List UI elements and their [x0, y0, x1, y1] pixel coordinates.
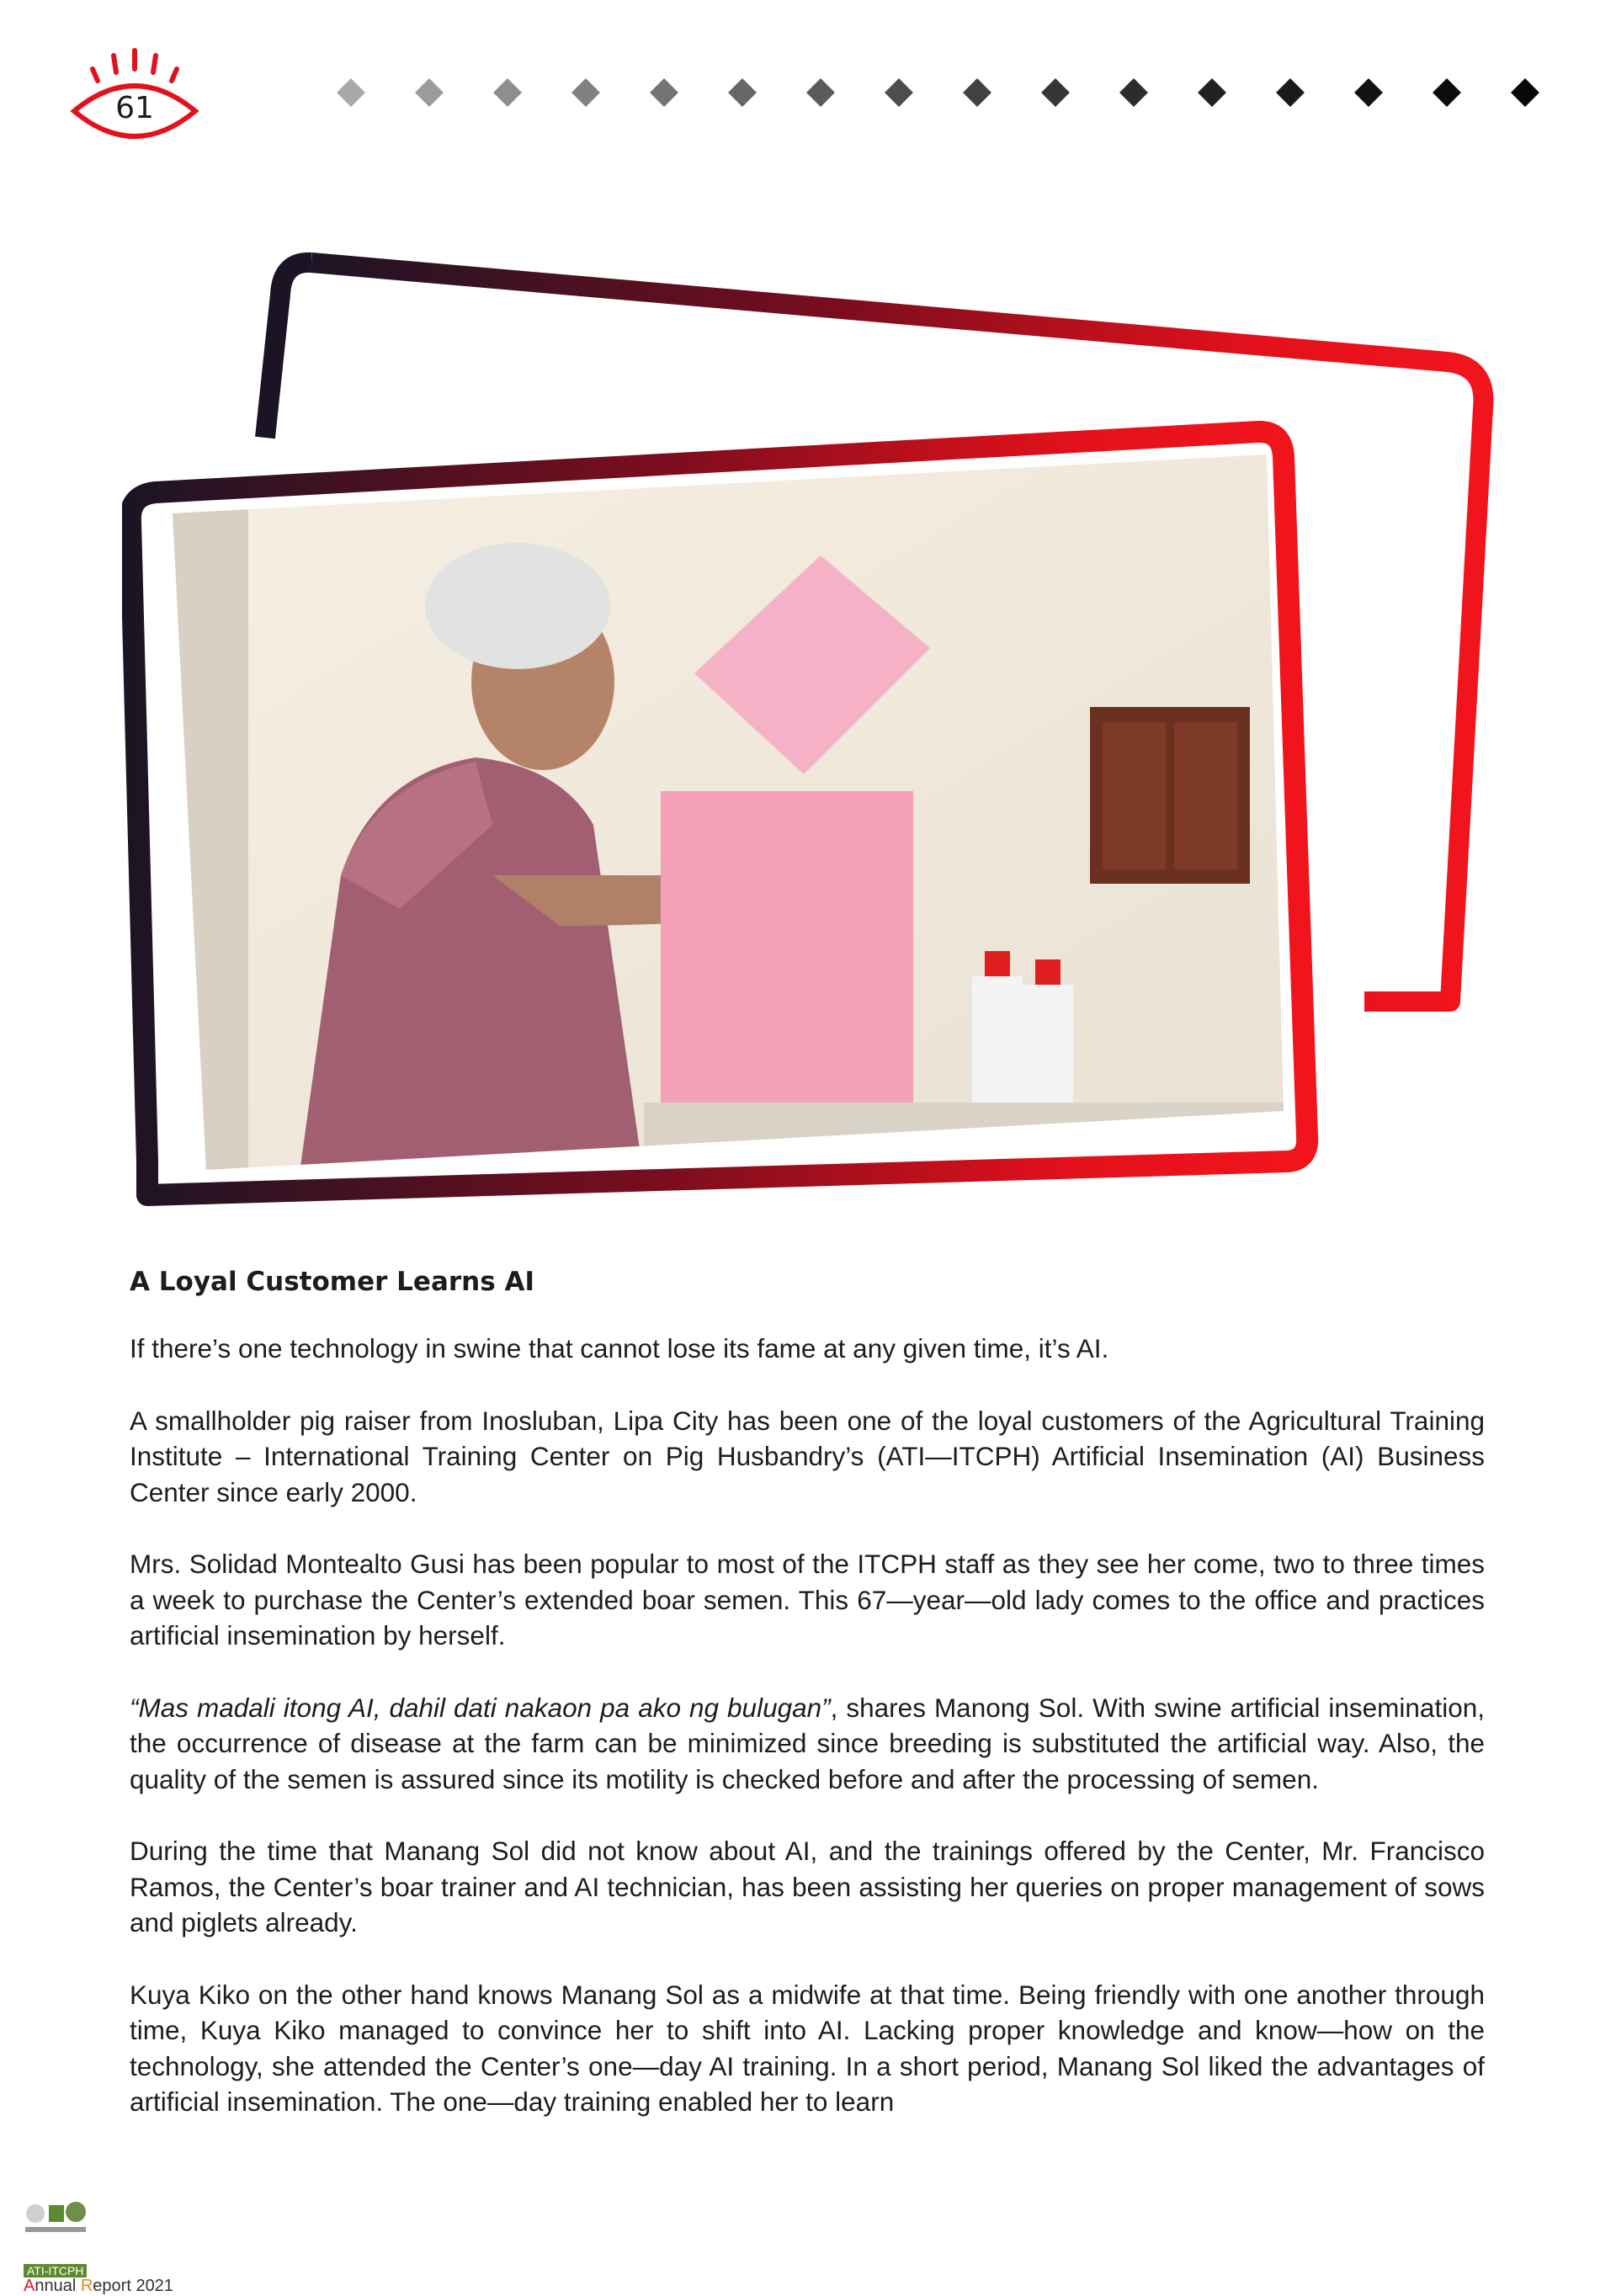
diamond-decoration: [806, 78, 835, 107]
diamond-decoration: [1119, 78, 1148, 107]
page-number-badge: [67, 44, 202, 153]
logo-icon: [22, 2188, 89, 2239]
decorative-diamond-row: [341, 82, 1603, 113]
article-paragraph-1: If there’s one technology in swine that cannot lose its fame at any given time, it’s AI.: [130, 1333, 1109, 1363]
diamond-decoration: [1276, 78, 1305, 107]
quote-text: “Mas madali itong AI, dahil dati nakaon pa ako ng bulugan”: [130, 1692, 831, 1723]
page-number: 61: [115, 91, 154, 125]
diamond-decoration: [1511, 78, 1539, 107]
diamond-decoration: [493, 78, 522, 107]
paragraph-4-rest: , shares Manong Sol. With swine artificial insemination, the occurrence of disease at the farm can be minimized since breeding is substituted the artificial way. Also, the quality of the semen is assured since its motility is checked before and after the processing of semen.: [130, 1692, 1485, 1794]
diamond-decoration: [415, 78, 444, 107]
diamond-decoration: [1433, 78, 1461, 107]
footer-report-title: Annual Report 2021: [24, 2277, 173, 2295]
article-paragraph-5: During the time that Manang Sol did not know about AI, and the trainings offered by the Center, Mr. Francisco Ramos, the Center’s boar trainer and AI technician, has been assisting her queries on proper management of sows and piglets already.: [130, 1836, 1485, 1937]
diamond-decoration: [1198, 78, 1226, 107]
diamond-decoration: [885, 78, 913, 107]
diamond-decoration: [571, 78, 600, 107]
article-heading: A Loyal Customer Learns AI: [130, 1267, 534, 1297]
featured-photo: [122, 236, 1502, 1229]
logo-label: ATI-ITCPH: [24, 2264, 87, 2277]
article-paragraph-6: Kuya Kiko on the other hand knows Manang Sol as a midwife at that time. Being friendly with one another through time, Kuya Kiko managed to convince her to shift into AI. Lacking proper knowledge and know—how on the technology, she attended the Center’s one—day AI training. In a short period, Manang Sol liked the advantages of artificial insemination. The one—day training enabled her to learn: [130, 1979, 1485, 2117]
diamond-decoration: [1354, 78, 1383, 107]
article: [130, 1267, 1485, 2156]
diamond-decoration: [650, 78, 678, 107]
photo-frame: [122, 236, 1502, 1229]
diamond-decoration: [963, 78, 991, 107]
ati-itcph-logo: [22, 2188, 89, 2239]
diamond-decoration: [1041, 78, 1070, 107]
diamond-decoration: [337, 78, 365, 107]
diamond-decoration: [728, 78, 757, 107]
article-paragraph-3: Mrs. Solidad Montealto Gusi has been popular to most of the ITCPH staff as they see her come, two to three times a week to purchase the Center’s extended boar semen. This 67—year—old lady comes to the office and practices artificial insemination by herself.: [130, 1549, 1485, 1650]
article-paragraph-4: [130, 1690, 1485, 1798]
article-paragraph-2: A smallholder pig raiser from Inosluban, Lipa City has been one of the loyal customers of the Agricultural Training Institute – International Training Center on Pig Husbandry’s (ATI—ITCPH) Artificial Insemination (AI) Business Center since early 2000.: [130, 1405, 1485, 1507]
